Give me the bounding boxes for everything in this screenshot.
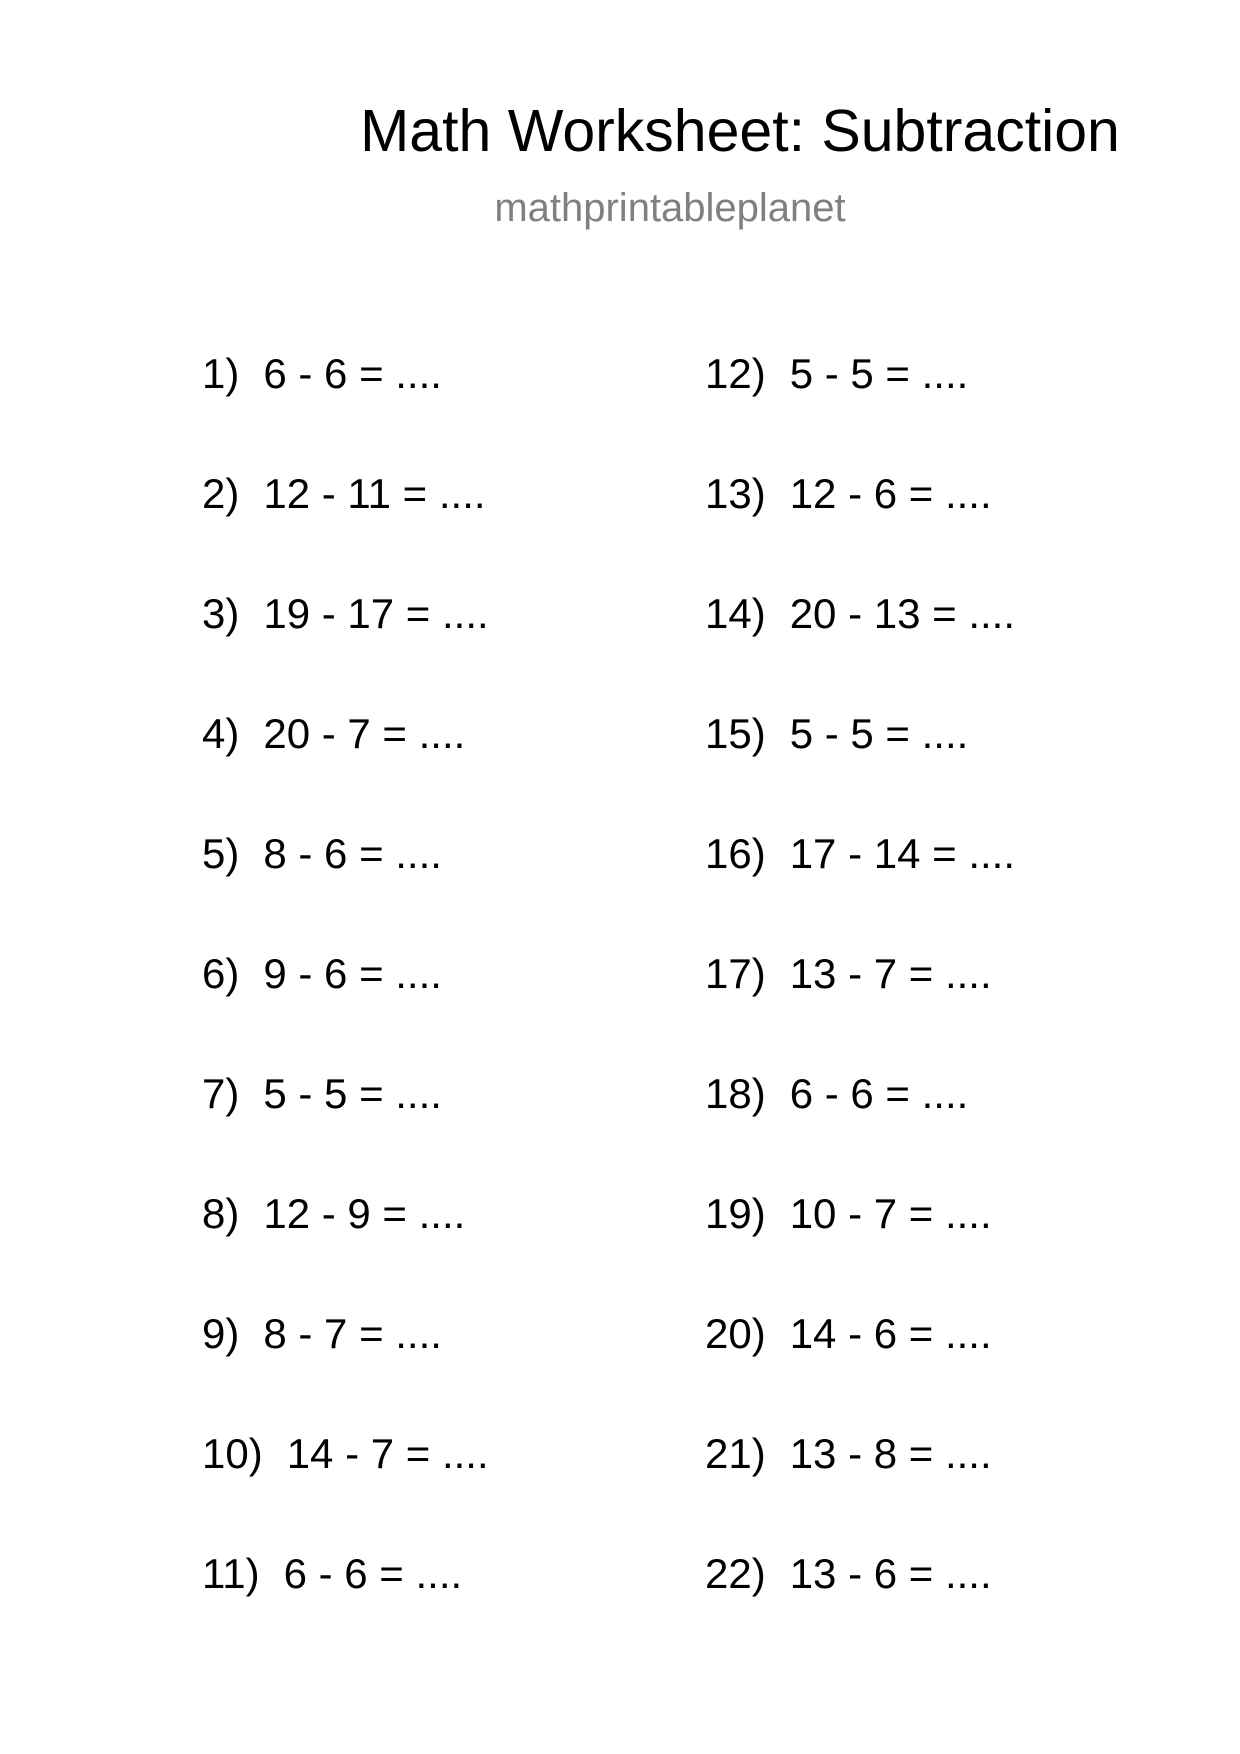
problem-item xyxy=(705,1310,1165,1430)
problem-expression: 19 - 17 = .... xyxy=(263,590,489,637)
problem-number: 7) xyxy=(202,1070,240,1117)
worksheet-source: mathprintableplanet xyxy=(494,186,846,230)
problem-number: 22) xyxy=(705,1550,766,1597)
problem-expression: 14 - 7 = .... xyxy=(286,1430,489,1477)
problem-item xyxy=(705,1070,1165,1190)
problem-item xyxy=(202,710,662,830)
problem-item xyxy=(202,950,662,1070)
problem-item xyxy=(202,1190,662,1310)
problem-number: 1) xyxy=(202,350,240,397)
problem-item xyxy=(202,1070,662,1190)
problem-item xyxy=(202,1310,662,1430)
problem-expression: 14 - 6 = .... xyxy=(789,1310,992,1357)
problem-number: 15) xyxy=(705,710,766,757)
problem-expression: 5 - 5 = .... xyxy=(263,1070,442,1117)
problem-item xyxy=(202,830,662,950)
problem-expression: 12 - 9 = .... xyxy=(263,1190,466,1237)
problem-item xyxy=(705,590,1165,710)
problem-number: 21) xyxy=(705,1430,766,1477)
problem-item xyxy=(705,830,1165,950)
problem-number: 18) xyxy=(705,1070,766,1117)
problem-column-left xyxy=(202,350,662,1670)
worksheet-title: Math Worksheet: Subtraction xyxy=(360,98,1120,164)
problem-expression: 12 - 6 = .... xyxy=(789,470,992,517)
problem-expression: 9 - 6 = .... xyxy=(263,950,442,997)
problem-number: 19) xyxy=(705,1190,766,1237)
problem-number: 5) xyxy=(202,830,240,877)
problem-number: 16) xyxy=(705,830,766,877)
problem-column-right xyxy=(705,350,1165,1670)
problem-expression: 6 - 6 = .... xyxy=(283,1550,463,1597)
problem-item xyxy=(705,350,1165,470)
problem-number: 12) xyxy=(705,350,766,397)
problem-expression: 8 - 7 = .... xyxy=(263,1310,442,1357)
problem-item xyxy=(202,1430,662,1550)
problem-item xyxy=(202,590,662,710)
problem-item xyxy=(202,1550,662,1670)
problem-number: 11) xyxy=(202,1550,260,1597)
problem-item xyxy=(202,470,662,590)
problem-number: 13) xyxy=(705,470,766,517)
problem-item xyxy=(202,350,662,470)
problem-number: 2) xyxy=(202,470,240,517)
problem-expression: 6 - 6 = .... xyxy=(789,1070,969,1117)
problem-expression: 8 - 6 = .... xyxy=(263,830,442,877)
problem-number: 17) xyxy=(705,950,766,997)
problem-number: 20) xyxy=(705,1310,766,1357)
problem-item xyxy=(705,710,1165,830)
problem-item xyxy=(705,1190,1165,1310)
problem-number: 6) xyxy=(202,950,240,997)
problem-expression: 10 - 7 = .... xyxy=(789,1190,992,1237)
problem-expression: 17 - 14 = .... xyxy=(789,830,1016,877)
problem-expression: 20 - 7 = .... xyxy=(263,710,466,757)
problem-expression: 20 - 13 = .... xyxy=(789,590,1016,637)
problem-expression: 13 - 8 = .... xyxy=(789,1430,992,1477)
problem-item xyxy=(705,470,1165,590)
problem-item xyxy=(705,1430,1165,1550)
problem-item xyxy=(705,950,1165,1070)
problem-expression: 13 - 7 = .... xyxy=(789,950,992,997)
problem-expression: 13 - 6 = .... xyxy=(789,1550,992,1597)
problem-number: 3) xyxy=(202,590,240,637)
problem-number: 8) xyxy=(202,1190,240,1237)
problem-number: 10) xyxy=(202,1430,263,1477)
problem-expression: 5 - 5 = .... xyxy=(789,710,969,757)
problem-expression: 6 - 6 = .... xyxy=(263,350,442,397)
problem-number: 14) xyxy=(705,590,766,637)
problem-number: 9) xyxy=(202,1310,240,1357)
problem-item xyxy=(705,1550,1165,1670)
problem-expression: 5 - 5 = .... xyxy=(789,350,969,397)
problem-number: 4) xyxy=(202,710,240,757)
problem-expression: 12 - 11 = .... xyxy=(263,470,486,517)
